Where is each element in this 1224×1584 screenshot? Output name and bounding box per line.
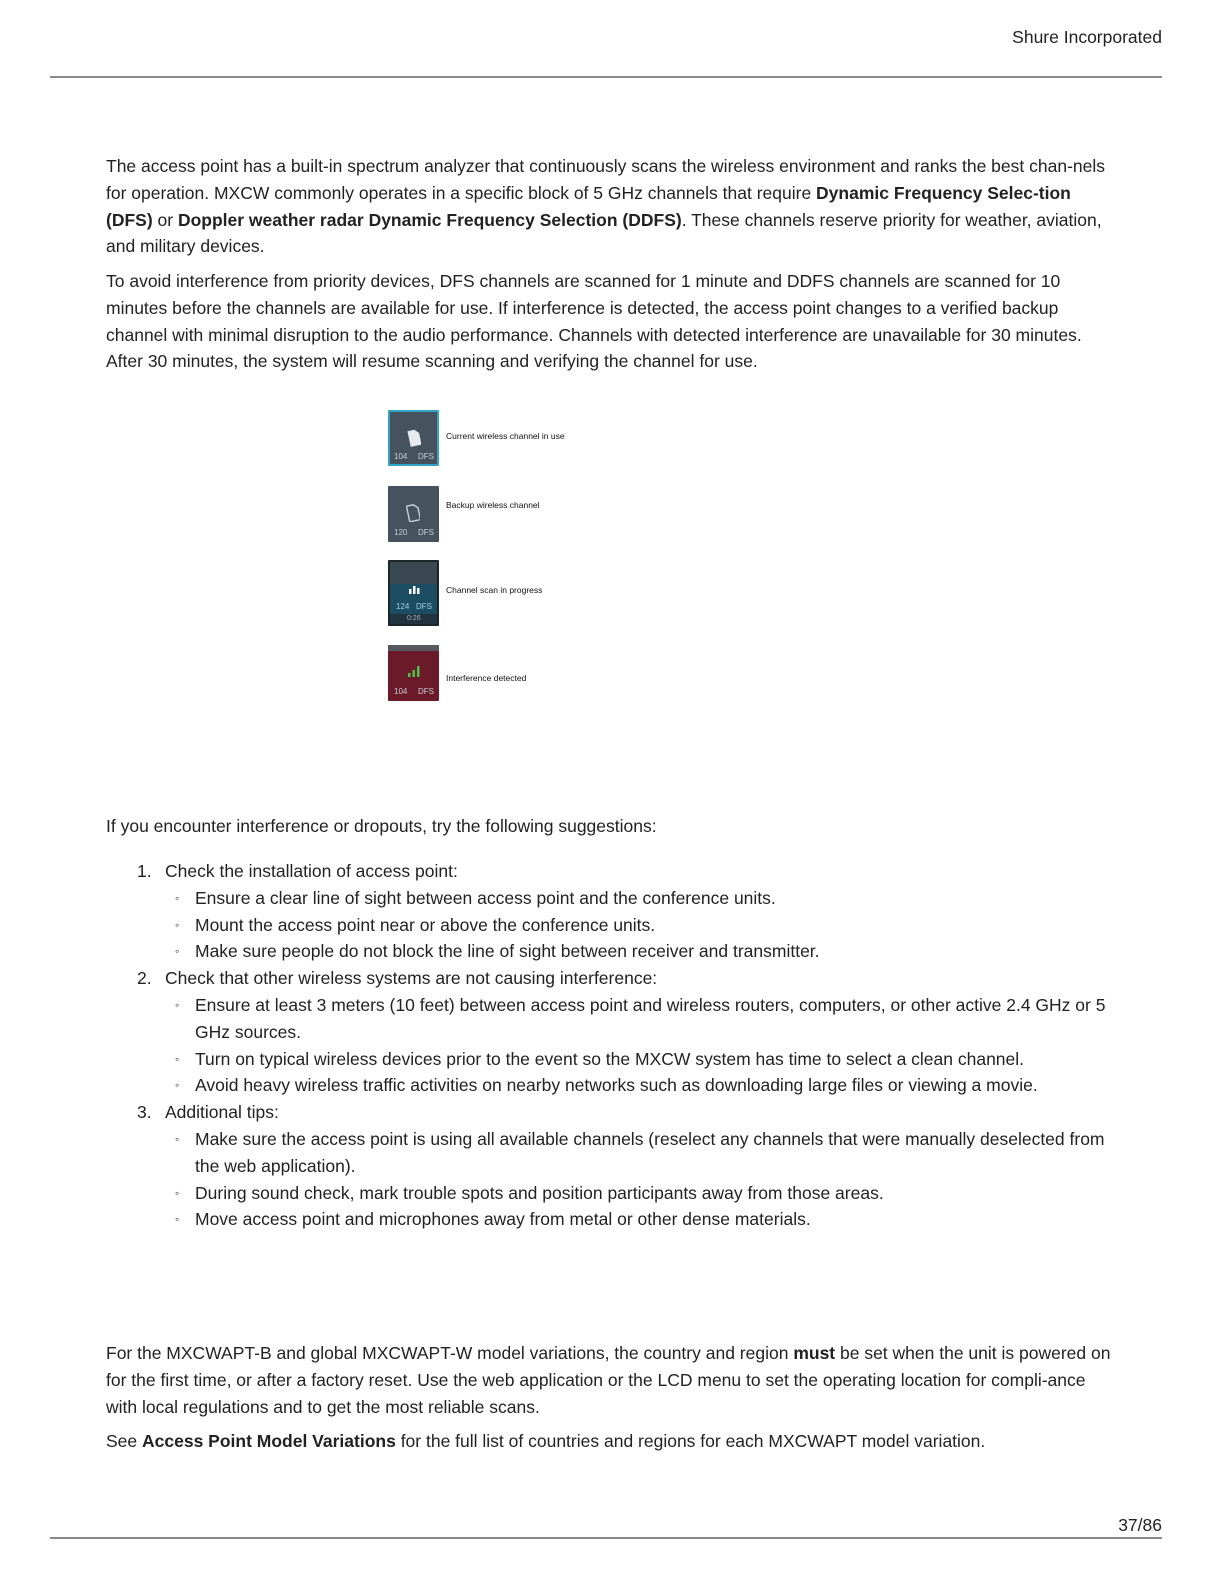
page-number: 37/86 bbox=[1118, 1515, 1162, 1535]
bold-term-dfs: Dynamic Frequency Selec-tion (DFS) bbox=[106, 182, 1071, 230]
sub-list-item bbox=[106, 992, 1116, 1046]
bullet-icon: ◦ bbox=[175, 917, 180, 932]
tile-top-band bbox=[388, 645, 439, 651]
bullet-icon: ◦ bbox=[175, 1212, 180, 1227]
channel-tile-interference bbox=[388, 645, 439, 701]
scan-timer: 0:26 bbox=[407, 615, 421, 622]
channel-number: 124 bbox=[396, 602, 410, 611]
list-item bbox=[106, 858, 1116, 885]
list-item-text: Check the installation of access point: bbox=[165, 861, 458, 881]
channel-number: 120 bbox=[394, 528, 408, 537]
bold-term-must: must bbox=[793, 1343, 836, 1363]
bullet-icon: ◦ bbox=[175, 997, 180, 1012]
document-filled-icon bbox=[407, 429, 421, 447]
sub-list-item bbox=[106, 1072, 1116, 1099]
list-item-text: Additional tips: bbox=[165, 1102, 279, 1123]
link-access-point-model-variations[interactable]: Access Point Model Variations bbox=[142, 1431, 396, 1451]
list-marker: 3. bbox=[137, 1102, 152, 1123]
sub-item-text: Turn on typical wireless devices prior to the event so the MXCW system has time to select a clean channel. bbox=[195, 1048, 1025, 1069]
bullet-icon: ◦ bbox=[175, 1051, 180, 1066]
sub-item-text: Ensure at least 3 meters (10 feet) between access point and wireless routers, computers, or other active 2.4 GHz or 5 GHz sources. bbox=[195, 994, 1106, 1042]
list-item bbox=[106, 1099, 1116, 1126]
sub-item-text: Mount the access point near or above the conference units. bbox=[195, 914, 656, 935]
header-company: Shure Incorporated bbox=[1012, 27, 1162, 47]
text-run: For the MXCWAPT-B and global MXCWAPT-W model variations, the country and region bbox=[106, 1343, 794, 1363]
intro-paragraph-2: To avoid interference from priority devices, DFS channels are scanned for 1 minute and DDFS channels are scanned for 10 minutes before the channels are available for use. If interference is detected, the access point changes to a verified backup channel with minimal disruption to the audio performance. Channels with detected interference are unavailable for 30 minutes. After 30 minutes, the system will resume scanning and verifying the channel for use. bbox=[106, 271, 1082, 372]
channel-tile-backup bbox=[388, 486, 439, 542]
sub-list-item bbox=[106, 885, 1116, 912]
sub-list-item bbox=[106, 912, 1116, 939]
sub-list-item bbox=[106, 1206, 1116, 1233]
scan-progress-band bbox=[390, 562, 437, 584]
suggestions-intro: If you encounter interference or dropouts, try the following suggestions: bbox=[106, 816, 657, 836]
list-marker: 1. bbox=[137, 861, 152, 881]
sub-item-text: Make sure the access point is using all available channels (reselect any channels that were manually deselected from the web application). bbox=[195, 1128, 1105, 1176]
sub-item-text: Make sure people do not block the line of sight between receiver and transmitter. bbox=[195, 941, 820, 962]
document-outline-icon bbox=[406, 504, 420, 522]
legend-label: Backup wireless channel bbox=[446, 500, 540, 510]
sub-item-text: During sound check, mark trouble spots and position participants away from those areas. bbox=[195, 1182, 884, 1203]
text-run: for the full list of countries and regions for each MXCWAPT model variation. bbox=[395, 1431, 986, 1451]
bullet-icon: ◦ bbox=[175, 890, 180, 905]
region-paragraph-1 bbox=[106, 1340, 1111, 1420]
bars-icon bbox=[409, 586, 420, 594]
bullet-icon: ◦ bbox=[175, 1078, 180, 1093]
channel-tile-scan bbox=[388, 560, 439, 626]
channel-tag: DFS bbox=[418, 687, 434, 696]
sub-list-item bbox=[106, 1126, 1116, 1180]
channel-tag: DFS bbox=[416, 602, 432, 611]
bold-term-ddfs: Doppler weather radar Dynamic Frequency Selection (DDFS) bbox=[177, 209, 682, 230]
sub-list-item bbox=[106, 938, 1116, 965]
text-run: See bbox=[106, 1431, 142, 1451]
text-run: or bbox=[152, 209, 178, 230]
channel-number: 104 bbox=[394, 452, 408, 461]
channel-number: 104 bbox=[394, 687, 408, 696]
list-item bbox=[106, 965, 1116, 992]
legend-label: Current wireless channel in use bbox=[446, 431, 565, 441]
header-rule bbox=[50, 76, 1162, 78]
legend-label: Channel scan in progress bbox=[446, 585, 543, 595]
intro-paragraph-1 bbox=[106, 153, 1111, 260]
channel-tag: DFS bbox=[418, 528, 434, 537]
bullet-icon: ◦ bbox=[175, 1185, 180, 1200]
sub-item-text: Ensure a clear line of sight between access point and the conference units. bbox=[195, 887, 776, 908]
legend-label: Interference detected bbox=[446, 673, 527, 683]
text-run: be set when the unit is powered on for the first time, or after a factory reset. Use the web application or the LCD menu to set the operating location for compli-ance with local regulations and to get the most reliable scans. bbox=[106, 1343, 1111, 1417]
text-run: The access point has a built-in spectrum analyzer that continuously scans the wireless environment and ranks the best chan-nels for operation. MXCW commonly operates in a specific block of 5 GHz channels that require bbox=[106, 156, 1105, 203]
sub-item-text: Move access point and microphones away from metal or other dense materials. bbox=[195, 1209, 811, 1230]
list-marker: 2. bbox=[137, 968, 152, 989]
bullet-icon: ◦ bbox=[175, 1131, 180, 1146]
sub-item-text: Avoid heavy wireless traffic activities on nearby networks such as downloading large files or viewing a movie. bbox=[195, 1075, 1038, 1096]
suggestions-list bbox=[106, 858, 1116, 1233]
footer-rule bbox=[50, 1537, 1162, 1539]
list-item-text: Check that other wireless systems are not causing interference: bbox=[165, 968, 658, 989]
channel-tile-current bbox=[388, 410, 439, 466]
bullet-icon: ◦ bbox=[175, 944, 180, 959]
region-paragraph-2 bbox=[106, 1428, 1111, 1455]
channel-tag: DFS bbox=[418, 452, 434, 461]
signal-bars-icon bbox=[408, 665, 420, 677]
sub-list-item bbox=[106, 1180, 1116, 1207]
sub-list-item bbox=[106, 1046, 1116, 1073]
text-run: . These channels reserve priority for weather, aviation, and military devices. bbox=[106, 209, 1102, 257]
